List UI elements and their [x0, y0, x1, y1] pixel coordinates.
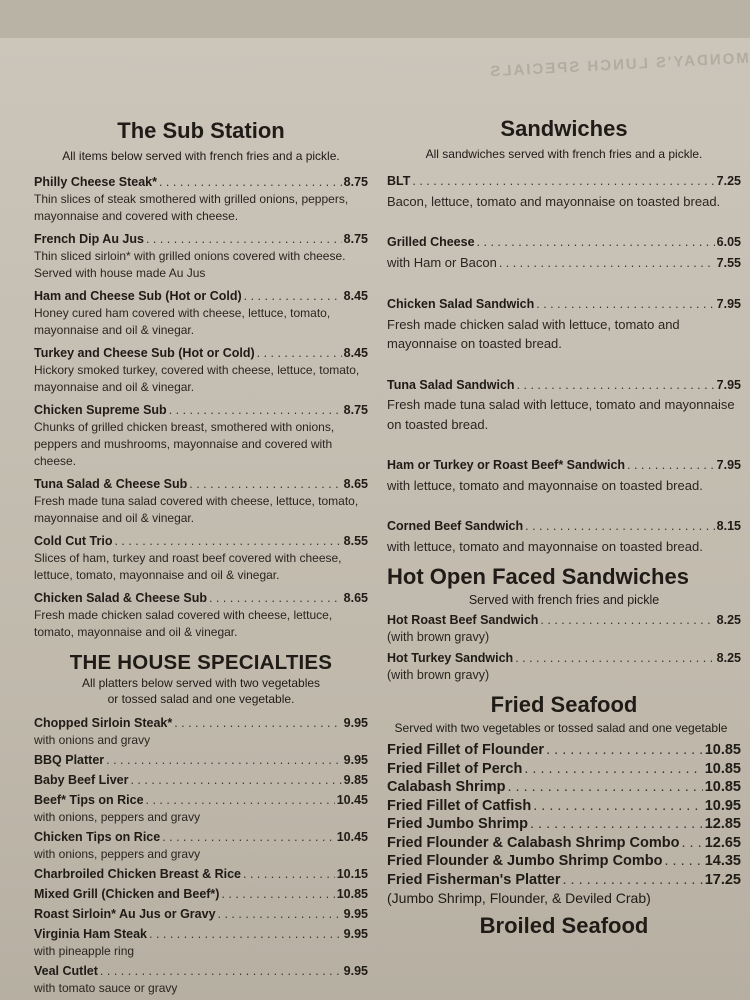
menu-item-description: with lettuce, tomato and mayonnaise on toasted bread. [387, 477, 703, 493]
dot-leader [562, 871, 702, 890]
menu-item-row [387, 376, 741, 396]
menu-item-price: 7.25 [716, 174, 741, 188]
menu-item-name: Fried Flounder & Calabash Shrimp Combo [387, 834, 680, 851]
menu-item-extra-row [387, 253, 741, 274]
menu-item-row [387, 172, 741, 192]
menu-item-description: with tomato sauce or gravy [34, 981, 178, 995]
menu-item-row [34, 906, 368, 923]
menu-item-price: 12.65 [704, 834, 741, 851]
menu-item-price: 6.05 [716, 235, 741, 249]
menu-item [34, 715, 368, 749]
menu-item-price: 9.95 [343, 753, 368, 767]
menu-item-price: 10.95 [704, 797, 741, 814]
menu-item-name: Roast Sirloin* Au Jus or Gravy [34, 907, 216, 921]
menu-item-price: 8.15 [716, 519, 741, 533]
left-column [34, 118, 368, 1000]
menu-item-name: Tuna Salad & Cheese Sub [34, 477, 188, 491]
menu-item-price: 7.95 [716, 458, 741, 472]
menu-item-price: 7.95 [716, 297, 741, 311]
menu-item-price: 9.95 [343, 927, 368, 941]
menu-item-row [34, 174, 368, 191]
menu-item [34, 288, 368, 339]
menu-item-name: Fried Fillet of Perch [387, 760, 523, 777]
menu-item-name: French Dip Au Jus [34, 232, 144, 246]
menu-item-row [34, 402, 368, 419]
menu-page [0, 38, 750, 1000]
menu-item-price: 10.15 [336, 867, 368, 881]
menu-item [387, 612, 741, 646]
sub-station-subtitle: All items below served with french fries and a pickle. [62, 149, 340, 163]
menu-item-name: BLT [387, 174, 411, 188]
menu-item-row [387, 650, 741, 667]
menu-item-row [387, 233, 741, 253]
right-column [387, 116, 741, 939]
dot-leader [221, 886, 334, 903]
menu-item-name: Tuna Salad Sandwich [387, 377, 515, 392]
menu-item-price: 10.45 [336, 830, 368, 844]
menu-item-row [34, 886, 368, 903]
sub-station-items [34, 174, 368, 641]
menu-item-name: Baby Beef Liver [34, 773, 129, 787]
menu-item [34, 174, 368, 225]
menu-item-name: Chicken Tips on Rice [34, 830, 161, 844]
menu-item-row [34, 715, 368, 732]
menu-item [387, 517, 741, 556]
menu-item [34, 926, 368, 960]
dot-leader [159, 174, 342, 191]
menu-item-name: Turkey and Cheese Sub (Hot or Cold) [34, 346, 255, 360]
menu-item-extra-label: with Ham or Bacon [387, 254, 497, 270]
menu-item-name: Fried Fillet of Catfish [387, 797, 532, 814]
dot-leader [540, 612, 714, 629]
menu-item [387, 871, 741, 890]
menu-item-name: Virginia Ham Steak [34, 927, 148, 941]
menu-item [387, 741, 741, 760]
menu-item-name: Hot Roast Beef Sandwich [387, 613, 539, 627]
dot-leader [106, 752, 342, 769]
menu-item-price: 10.85 [704, 742, 741, 758]
dot-leader [546, 741, 703, 760]
dot-leader [162, 829, 335, 846]
dot-leader [525, 517, 715, 537]
dot-leader [681, 834, 702, 853]
menu-item [387, 172, 741, 211]
menu-item-price: 8.65 [343, 477, 368, 491]
dot-leader [530, 815, 703, 834]
hot-open-subtitle: Served with french fries and pickle [468, 593, 660, 607]
dot-leader [412, 172, 714, 192]
menu-item-name: Chopped Sirloin Steak* [34, 716, 173, 730]
house-subtitle-line1: All platters below served with two vegetables [81, 676, 321, 690]
menu-item-row [387, 797, 741, 816]
dot-leader [524, 760, 702, 779]
menu-item-price: 12.85 [704, 816, 741, 832]
house-specialties-subtitle [34, 675, 368, 707]
menu-item-description: with pineapple ring [34, 944, 135, 958]
sandwiches-title: Sandwiches [500, 116, 628, 141]
menu-item-price: 8.25 [716, 651, 741, 665]
dot-leader [536, 295, 714, 315]
menu-item [34, 231, 368, 282]
menu-item-row [34, 533, 368, 550]
menu-item-description: Slices of ham, turkey and roast beef covered with cheese, lettuce, tomato, mayonnaise and oil & vinegar. [34, 551, 342, 582]
menu-item [387, 778, 741, 797]
menu-item [34, 345, 368, 396]
menu-item [34, 963, 368, 997]
menu-item-price: 8.75 [343, 175, 368, 189]
menu-item-price: 10.85 [704, 760, 741, 777]
menu-item [387, 760, 741, 779]
house-subtitle-line2: or tossed salad and one vegetable. [107, 692, 295, 706]
menu-item [34, 866, 368, 883]
dot-leader [169, 402, 342, 419]
menu-item-description: Fresh made tuna salad covered with cheese, lettuce, tomato, mayonnaise and oil & vinegar. [34, 494, 359, 525]
dot-leader [174, 715, 341, 732]
menu-item [34, 752, 368, 769]
menu-item-description: Hickory smoked turkey, covered with cheese, lettuce, tomato, mayonnaise and oil & vinegar. [34, 363, 360, 394]
dot-leader [477, 233, 715, 253]
menu-item [34, 829, 368, 863]
menu-item [34, 402, 368, 470]
menu-item-name: Charbroiled Chicken Breast & Rice [34, 867, 242, 881]
menu-item-name: Mixed Grill (Chicken and Beef*) [34, 887, 220, 901]
dot-leader [507, 778, 702, 797]
dot-leader [146, 231, 342, 248]
menu-item-row [34, 792, 368, 809]
menu-item-description: Fresh made chicken salad with lettuce, tomato and mayonnaise on toasted bread. [387, 316, 680, 351]
menu-item-row [34, 590, 368, 607]
menu-item-row [34, 231, 368, 248]
menu-item-row [387, 517, 741, 537]
hot-open-title: Hot Open Faced Sandwiches [387, 564, 689, 589]
dot-leader [533, 797, 703, 816]
menu-item-price: 10.45 [336, 793, 368, 807]
menu-item-row [34, 829, 368, 846]
menu-item-price: 8.45 [343, 346, 368, 360]
menu-item-row [387, 612, 741, 629]
menu-item-row [34, 288, 368, 305]
menu-item-row [387, 852, 741, 871]
menu-item [387, 797, 741, 816]
dot-leader [627, 456, 715, 476]
house-specialties-title: THE HOUSE SPECIALTIES [69, 651, 333, 674]
menu-item [34, 906, 368, 923]
menu-item [387, 852, 741, 871]
menu-item-name: Corned Beef Sandwich [387, 519, 524, 533]
menu-item-description: Bacon, lettuce, tomato and mayonnaise on toasted bread. [387, 193, 721, 209]
menu-item-description: with onions, peppers and gravy [34, 847, 201, 861]
menu-item-name: Philly Cheese Steak* [34, 175, 157, 189]
menu-item-price: 10.85 [336, 887, 368, 901]
bleed-through-text: MONDAY'S LUNCH SPECIALS [487, 49, 750, 81]
menu-item-description: Thin slices of steak smothered with grilled onions, peppers, mayonnaise and covered with cheese. [34, 192, 349, 223]
menu-item-row [34, 345, 368, 362]
menu-item-name: Fried Fisherman's Platter [387, 871, 561, 888]
menu-item-row [387, 760, 741, 779]
menu-item-name: Hot Turkey Sandwich [387, 651, 514, 665]
dot-leader [665, 852, 703, 871]
house-specialties-items [34, 715, 368, 1000]
dot-leader [515, 650, 714, 667]
menu-item-name: Fried Fillet of Flounder [387, 742, 545, 758]
dot-leader [499, 254, 715, 274]
fried-seafood-items [387, 741, 741, 889]
menu-item-price: 9.95 [343, 716, 368, 730]
menu-item [34, 772, 368, 789]
hot-open-items [387, 612, 741, 684]
menu-item-name: Veal Cutlet [34, 964, 98, 978]
menu-item-name: Chicken Supreme Sub [34, 403, 167, 417]
menu-item-name: Fried Flounder & Jumbo Shrimp Combo [387, 853, 663, 869]
menu-item-row [387, 815, 741, 834]
menu-item [387, 456, 741, 495]
menu-item-name: BBQ Platter [34, 753, 105, 767]
menu-item-row [387, 834, 741, 853]
dot-leader [517, 376, 715, 396]
menu-item-description: with onions and gravy [34, 733, 151, 747]
dot-leader [189, 476, 341, 493]
fried-seafood-title: Fried Seafood [490, 692, 638, 717]
menu-item-name: Chicken Salad Sandwich [387, 297, 535, 311]
menu-item-name: Calabash Shrimp [387, 779, 506, 795]
menu-item-name: Beef* Tips on Rice [34, 793, 144, 807]
menu-item-name: Cold Cut Trio [34, 534, 113, 548]
dot-leader [243, 866, 335, 883]
menu-item-row [34, 963, 368, 980]
menu-item [34, 886, 368, 903]
menu-item [387, 295, 741, 354]
menu-item [387, 233, 741, 273]
menu-item-description: Fresh made chicken salad covered with cheese, lettuce, tomato, mayonnaise and oil & vinegar. [34, 608, 333, 639]
menu-item-row [387, 456, 741, 476]
menu-item-price: 8.65 [343, 591, 368, 605]
menu-item-price: 8.75 [343, 403, 368, 417]
menu-item-name: Ham or Turkey or Roast Beef* Sandwich [387, 458, 626, 472]
menu-item-row [34, 752, 368, 769]
dot-leader [146, 792, 335, 809]
dot-leader [218, 906, 342, 923]
dot-leader [257, 345, 342, 362]
menu-item-name: Fried Jumbo Shrimp [387, 816, 528, 832]
menu-item [387, 376, 741, 435]
menu-item-price: 10.85 [704, 779, 741, 795]
menu-item-description: (with brown gravy) [387, 668, 490, 682]
sandwiches-items [387, 172, 741, 556]
dot-leader [244, 288, 342, 305]
menu-item-price: 14.35 [704, 853, 741, 869]
dot-leader [209, 590, 342, 607]
menu-item-row [34, 476, 368, 493]
fried-seafood-subtitle: Served with two vegetables or tossed salad and one vegetable [394, 721, 728, 735]
menu-item-row [387, 778, 741, 797]
menu-item-row [387, 741, 741, 760]
menu-item-price: 8.45 [343, 289, 368, 303]
broiled-seafood-title: Broiled Seafood [479, 913, 649, 938]
menu-item-description: (with brown gravy) [387, 630, 490, 644]
menu-item-row [34, 866, 368, 883]
dot-leader [100, 963, 342, 980]
menu-item-description: Chunks of grilled chicken breast, smothered with onions, peppers and mushrooms, mayonnaise and covered with cheese. [34, 420, 335, 468]
menu-item-price: 17.25 [704, 871, 741, 888]
menu-item-description: with lettuce, tomato and mayonnaise on toasted bread. [387, 538, 703, 554]
menu-item-row [34, 772, 368, 789]
menu-item-description: Fresh made tuna salad with lettuce, tomato and mayonnaise on toasted bread. [387, 397, 735, 432]
sandwiches-subtitle: All sandwiches served with french fries and a pickle. [425, 147, 703, 161]
menu-item-name: Ham and Cheese Sub (Hot or Cold) [34, 289, 242, 303]
menu-item-description: Honey cured ham covered with cheese, lettuce, tomato, mayonnaise and oil & vinegar. [34, 306, 331, 337]
menu-item [34, 476, 368, 527]
menu-item [387, 834, 741, 853]
sub-station-title: The Sub Station [117, 118, 285, 143]
menu-item [34, 792, 368, 826]
menu-item [34, 590, 368, 641]
menu-item-description: with onions, peppers and gravy [34, 810, 201, 824]
dot-leader [130, 772, 341, 789]
menu-item-price: 9.95 [343, 964, 368, 978]
menu-item-price: 9.95 [343, 907, 368, 921]
menu-item [387, 650, 741, 684]
dot-leader [114, 533, 341, 550]
menu-item-price: 8.25 [716, 613, 741, 627]
menu-item-price: 7.95 [716, 377, 741, 392]
dot-leader [149, 926, 342, 943]
fried-seafood-note: (Jumbo Shrimp, Flounder, & Deviled Crab) [387, 890, 651, 906]
menu-item-extra-price: 7.55 [716, 255, 741, 270]
menu-item-description: Thin sliced sirloin* with grilled onions covered with cheese. Served with house made Au Jus [34, 249, 346, 280]
menu-item-row [387, 295, 741, 315]
menu-item-name: Grilled Cheese [387, 235, 475, 249]
menu-item-price: 9.85 [343, 773, 368, 787]
menu-item-name: Chicken Salad & Cheese Sub [34, 591, 207, 605]
menu-item-row [34, 926, 368, 943]
menu-item [34, 533, 368, 584]
menu-item-price: 8.55 [343, 534, 368, 548]
menu-item-price: 8.75 [343, 232, 368, 246]
menu-item-row [387, 871, 741, 890]
menu-item [387, 815, 741, 834]
